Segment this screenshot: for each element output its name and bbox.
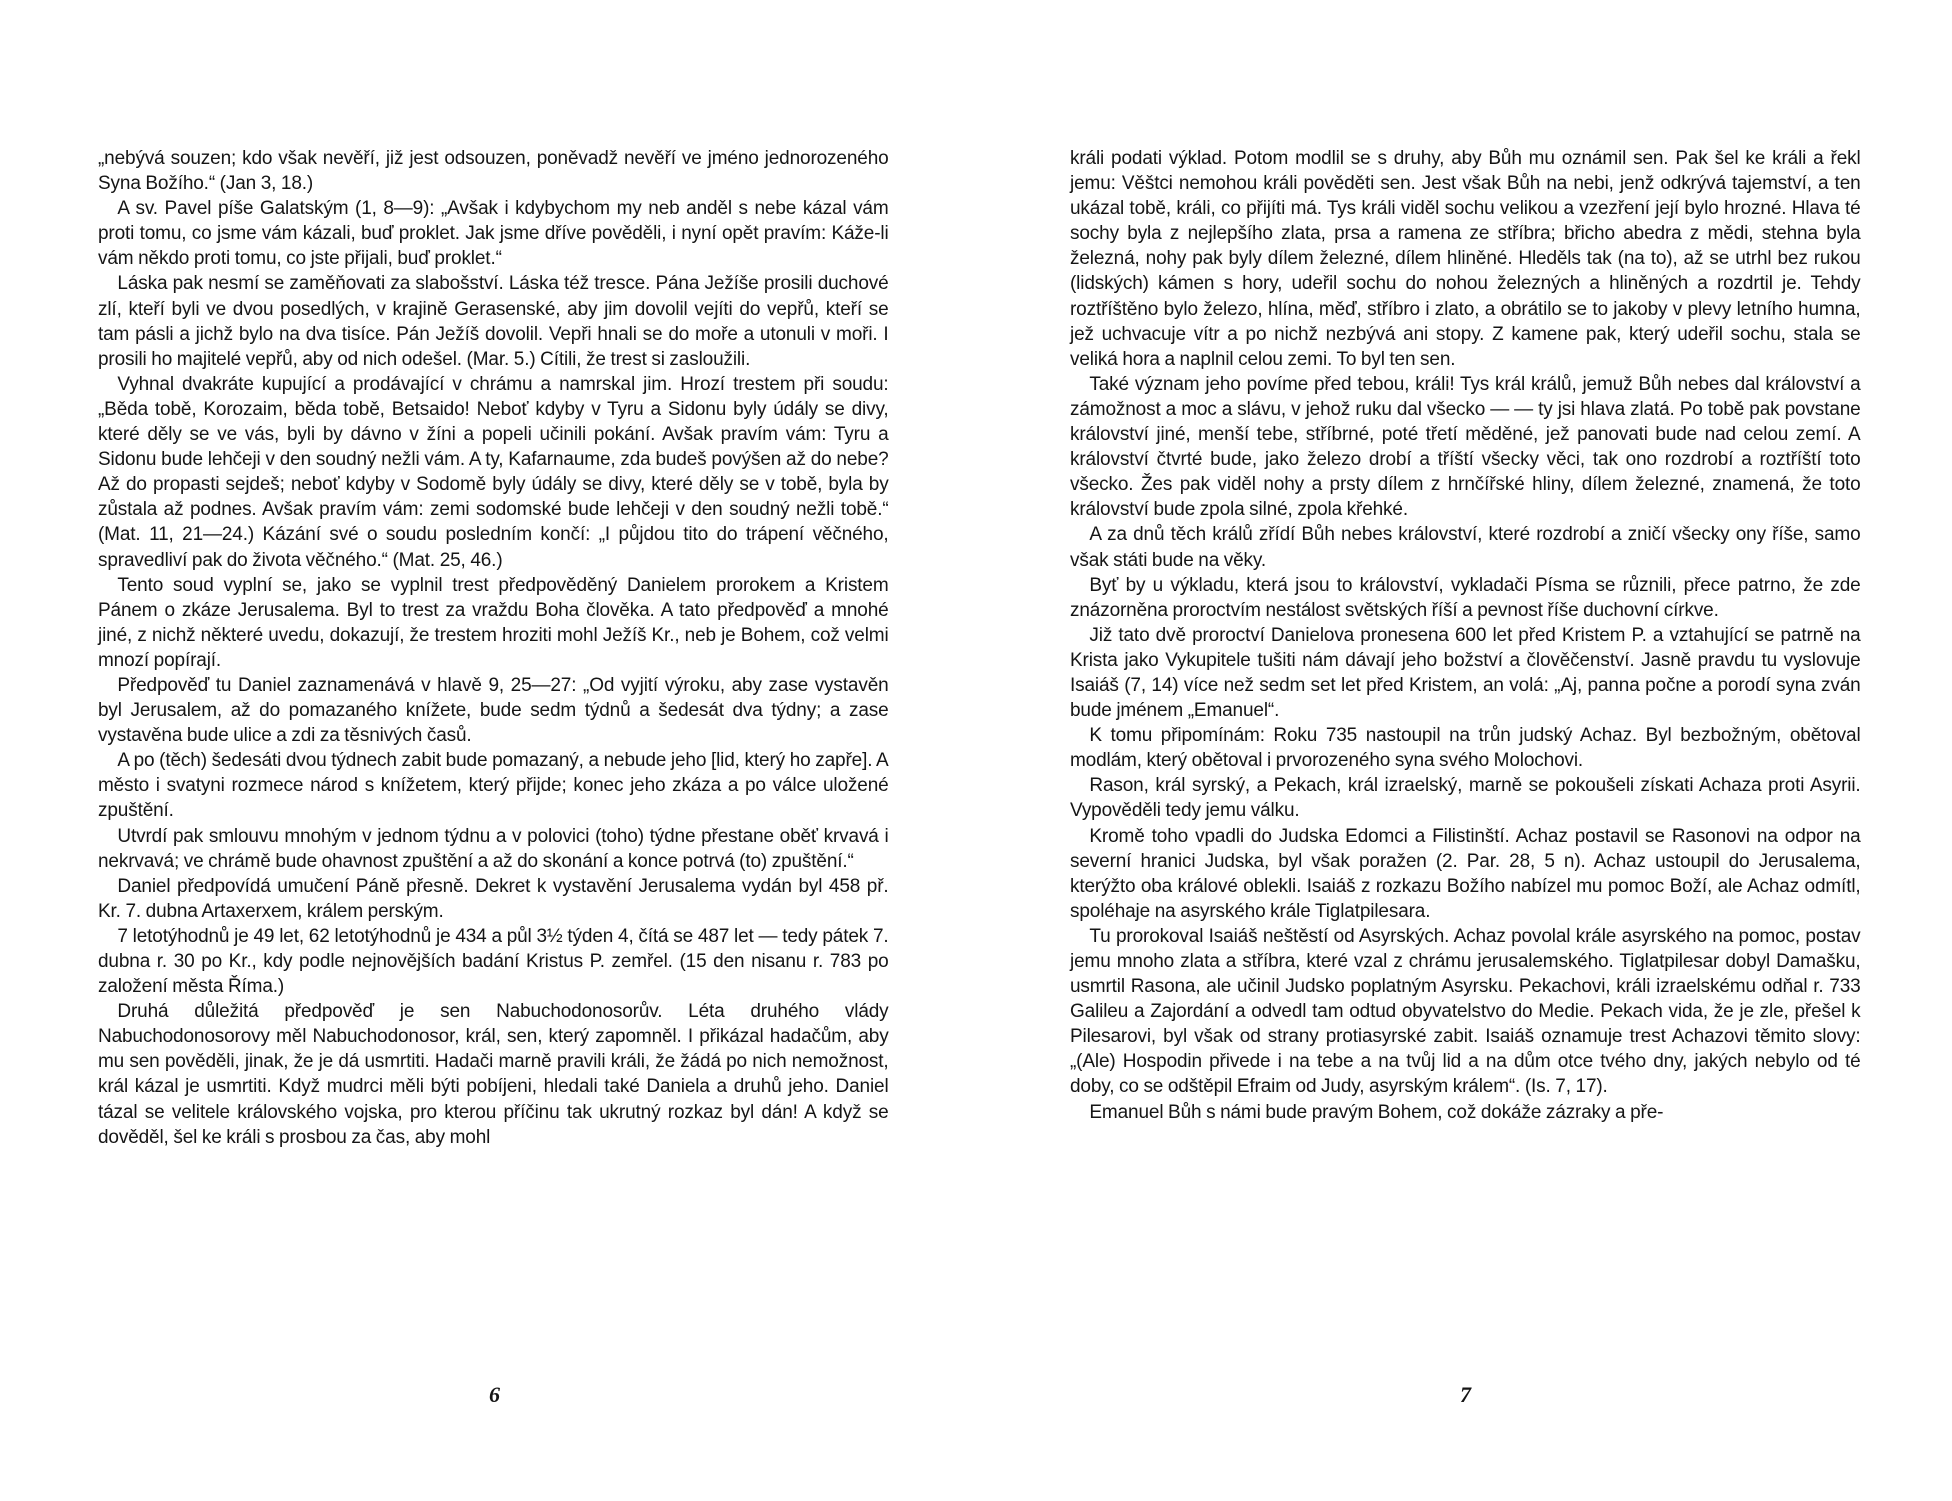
left-page (98, 146, 890, 1150)
right-page (1070, 146, 1862, 1125)
paragraph: 7 letotýhodnů je 49 let, 62 letotýhodnů je 434 a půl 3½ týden 4, čítá se 487 let — tedy pátek 7. dubna r. 30 po Kr., kdy podle nejnovějších badání Kristus P. zemřel. (15 den nisanu r. 783 po založení města Říma.) (98, 924, 889, 998)
paragraph: Druhá důležitá předpověď je sen Nabuchodonosorův. Léta druhého vlády Nabuchodonosorovy měl Nabuchodonosor, král, sen, který zapomněl. I přikázal hadačům, aby mu sen pověděli, jinak, že je dá usmrtiti. Hadači marně pravili králi, že žádá po nich nemožnost, král kázal je usmrtiti. Když mudrci měli býti pobíjeni, hledali také Daniela a druhů jeho. Daniel tázal se velitele královského vojska, pro kterou příčinu tak ukrutný rozkaz byl dán! A když se dověděl, šel ke králi s prosbou za čas, aby mohl (98, 1000, 889, 1148)
paragraph: Také význam jeho povíme před tebou, králi! Tys král králů, jemuž Bůh nebes dal království a zámožnost a moc a slávu, v jehož ruku dal všecko — — ty jsi hlava zlatá. Po tobě pak povstane království jiné, menší tebe, stříbrné, poté třetí měděné, jež panovati bude nad celou zemí. A království čtvrté bude, jako železo drobí a tříští všecky věci, tak ono rozdrobí a roztříští toto všecko. Žes pak viděl nohy a prsty dílem z hrnčířské hliny, dílem železné, znamená, že toto království bude zpola silné, zpola křehké. (1070, 372, 1861, 521)
left-page-text (98, 146, 889, 1150)
paragraph: A sv. Pavel píše Galatským (1, 8—9): „Avšak i kdybychom my neb anděl s nebe kázal vám proti tomu, co jsme vám kázali, buď proklet. Jak jsme dříve pověděli, i nyní opět pravím: Káže-li vám někdo proti tomu, co jste přijali, buď proklet.“ (98, 197, 889, 270)
paragraph: A po (těch) šedesáti dvou týdnech zabit bude pomazaný, a nebude jeho [lid, který ho zapře]. A město i svatyni rozmece národ s knížetem, který přijde; konec jeho zkáza a po válce uložené zpuštění. (98, 749, 889, 822)
paragraph: Byť by u výkladu, která jsou to království, vykladači Písma se různili, přece patrno, že zde znázorněna proroctvím nestálost světských říší a pevnost říše duchovní církve. (1070, 573, 1861, 621)
paragraph: Láska pak nesmí se zaměňovati za slabošství. Láska též tresce. Pána Ježíše prosili duchové zlí, kteří byli ve dvou posedlých, v krajině Gerasenské, aby jim dovolil vejíti do vepřů, kteří se tam pásli a jichž bylo na dva tisíce. Pán Ježíš dovolil. Vepři hnali se do moře a utonuli v moři. I prosili ho majitelé vepřů, aby od nich odešel. (Mar. 5.) Cítili, že trest si zasloužili. (98, 272, 889, 370)
paragraph: Tento soud vyplní se, jako se vyplnil trest předpověděný Danielem prorokem a Kristem Pánem o zkáze Jerusalema. Byl to trest za vraždu Boha člověka. A tato předpověď a mnohé jiné, z nichž některé uvedu, dokazují, že trestem hroziti mohl Ježíš Kr., neb je Bohem, což velmi mnozí popírají. (98, 573, 889, 671)
page-number-right: 7 (1460, 1382, 1471, 1407)
paragraph: Kromě toho vpadli do Judska Edomci a Filistinští. Achaz postavil se Rasonovi na odpor na severní hranici Judska, byl však poražen (2. Par. 28, 5 n). Achaz ustoupil do Jerusalema, kterýžto oba králové oblekli. Isaiáš z rozkazu Božího nabízel mu pomoc Boží, ale Achaz odmítl, spoléhaje na asyrského krále Tiglatpilesara. (1070, 824, 1861, 922)
paragraph: Předpověď tu Daniel zaznamenává v hlavě 9, 25—27: „Od vyjití výroku, aby zase vystavěn byl Jerusalem, až do pomazaného knížete, bude sedm týdnů a šedesát dva týdny; a zase vystavěna bude ulice a zdi za těsnivých časů. (98, 673, 889, 747)
paragraph: K tomu připomínám: Roku 735 nastoupil na trůn judský Achaz. Byl bezbožným, obětoval modlám, který obětoval i prvorozeného syna svého Molochovi. (1070, 724, 1861, 772)
paragraph: králi podati výklad. Potom modlil se s druhy, aby Bůh mu oznámil sen. Pak šel ke králi a řekl jemu: Věštci nemohou králi pověděti sen. Jest však Bůh na nebi, jenž odkrývá tajemství, a ten ukázal tobě, králi, co přijíti má. Tys králi viděl sochu velikou a vzezření její bylo hrozné. Hlava té sochy byla z nejlepšího zlata, prsa a ramena ze stříbra; břicho abedra z mědi, stehna byla železná, nohy pak byly dílem železné, dílem hliněné. Hleděls tak (na to), až se utrhl bez rukou (lidských) kámen s hory, udeřil sochu do nohou železných a hliněných a rozdrtil je. Tehdy roztříštěno bylo železo, hlína, měď, stříbro i zlato, a obrátilo se to jakoby v plevy letního humna, jež uchvacuje vítr a po nichž nezbývá ani stopy. Z kamene pak, který udeřil sochu, stala se veliká hora a naplnil celou zemi. To byl ten sen. (1070, 147, 1861, 370)
paragraph: Daniel předpovídá umučení Páně přesně. Dekret k vystavění Jerusalema vydán byl 458 př. Kr. 7. dubna Artaxerxem, králem perským. (98, 874, 889, 922)
paragraph: „nebývá souzen; kdo však nevěří, již jest odsouzen, poněvadž nevěří ve jméno jednorozeného Syna Božího.“ (Jan 3, 18.) (98, 147, 889, 195)
paragraph: Již tato dvě proroctví Danielova pronesena 600 let před Kristem P. a vztahující se patrně na Krista jako Vykupitele tušiti nám dávají jeho božství a člověčenství. Jasně pravdu tu vyslovuje Isaiáš (7, 14) více než sedm set let před Kristem, an volá: „Aj, panna počne a porodí syna zván bude jménem „Emanuel“. (1070, 623, 1861, 722)
page-number-left: 6 (489, 1382, 500, 1407)
paragraph: A za dnů těch králů zřídí Bůh nebes království, které rozdrobí a zničí všecky ony říše, samo však státi bude na věky. (1070, 523, 1861, 571)
paragraph: Vyhnal dvakráte kupující a prodávající v chrámu a namrskal jim. Hrozí trestem při soudu: „Běda tobě, Korozaim, běda tobě, Betsaido! Neboť kdyby v Tyru a Sidonu byly údály se divy, které děly se ve vás, byli by dávno v žíni a popeli učinili pokání. Avšak pravím vám: Tyru a Sidonu bude lehčeji v den soudný nežli vám. A ty, Kafarnaume, zda budeš povýšen až do nebe? Až do propasti sejdeš; neboť kdyby v Sodomě byly údály se divy, které děly se v tobě, byla by zůstala až podnes. Avšak pravím vám: zemi sodomské bude lehčeji v den soudný nežli tobě.“ (Mat. 11, 21—24.) Kázání své o soudu posledním končí: „I půjdou tito do trápení věčného, spravedliví pak do života věčného.“ (Mat. 25, 46.) (98, 372, 889, 571)
paragraph: Utvrdí pak smlouvu mnohým v jednom týdnu a v polovici (toho) týdne přestane oběť krvavá i nekrvavá; ve chrámě bude ohavnost zpuštění a až do skonání a konce potrvá (to) zpuštění.“ (98, 824, 889, 872)
paragraph: Rason, král syrský, a Pekach, král izraelský, marně se pokoušeli získati Achaza proti Asyrii. Vypověděli tedy jemu válku. (1070, 774, 1861, 822)
paragraph: Emanuel Bůh s námi bude pravým Bohem, což dokáže zázraky a pře- (1089, 1100, 1664, 1123)
paragraph: Tu prorokoval Isaiáš neštěstí od Asyrských. Achaz povolal krále asyrského na pomoc, postav jemu mnoho zlata a stříbra, které vzal z chrámu jerusalemského. Tiglatpilesar dobyl Damašku, usmrtil Rasona, ale učinil Judsko poplatným Asyrsku. Pekachovi, králi izraelskému odňal r. 733 Galileu a Zajordání a odvedl tam odtud obyvatelstvo do Medie. Pekach vida, že je zle, přešel k Pilesarovi, byl však od strany protiasyrské zabit. Isaiáš oznamuje trest Achazovi těmito slovy: „(Ale) Hospodin přivede i na tebe a na tvůj lid a na dům otce tvého dny, jakých nebylo od té doby, co se odštěpil Efraim od Judy, asyrským králem“. (Is. 7, 17). (1070, 924, 1861, 1098)
right-page-text (1070, 146, 1861, 1125)
